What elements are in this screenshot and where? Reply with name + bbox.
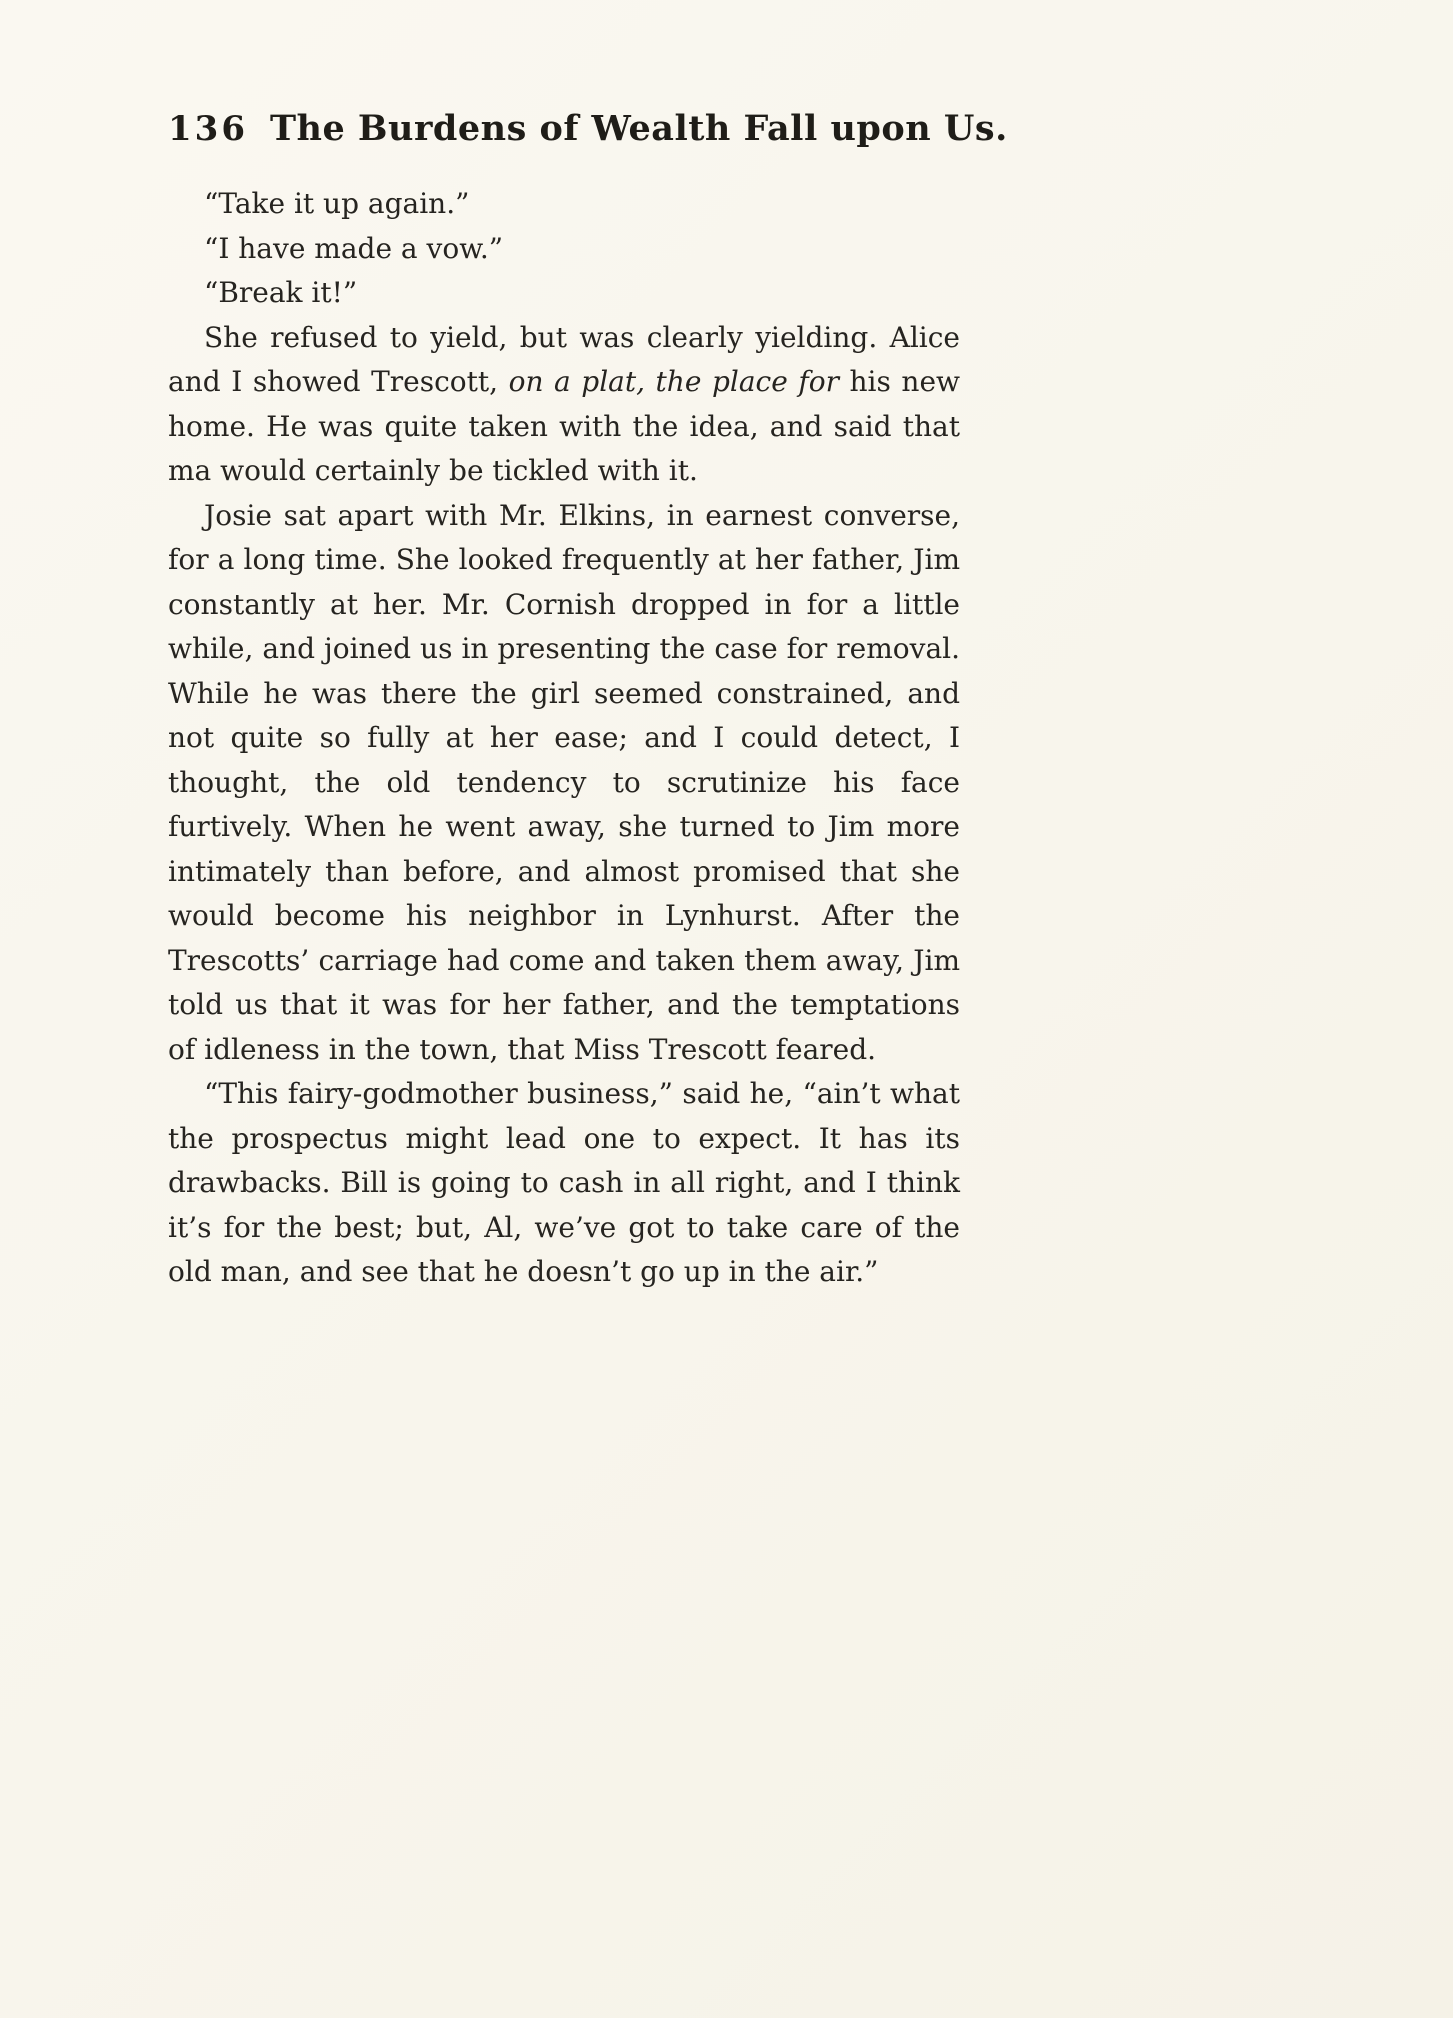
text-run: She refused to yield, but was clearly yielding. Alice and I showed Trescott, (168, 320, 960, 398)
text-run: “I have made a vow.” (204, 231, 504, 265)
paragraph (168, 316, 960, 494)
paragraph (168, 182, 960, 227)
running-header (168, 108, 1008, 149)
text-run: “Take it up again.” (204, 187, 470, 220)
paragraph (168, 1072, 960, 1295)
running-title: The Burdens of Wealth Fall upon Us. (269, 108, 1008, 149)
text-run: “Break it!” (204, 276, 358, 309)
page-body (168, 182, 960, 1295)
paragraph (168, 227, 960, 272)
text-run: “This fairy-godmother business,” said he, “ain’t what the prospectus might lead one to expect. It has its drawbacks. Bill is going to cash in all right, and I think it’s for the best; but, Al, we’ve got to take care of the old man, and see that he doesn’t go up in the air.” (168, 1077, 960, 1288)
paragraph (168, 494, 960, 1073)
page-number: 136 (168, 109, 248, 149)
text-run: Josie sat apart with Mr. Elkins, in earnest converse, for a long time. She looked frequently at her father, Jim constantly at her. Mr. Cornish dropped in for a little while, and joined us in presenting the case for removal. While he was there the girl seemed constrained, and not quite so fully at her ease; and I could detect, I thought, the old tendency to scrutinize his face furtively. When he went away, she turned to Jim more intimately than before, and almost promised that she would become his neighbor in Lynhurst. After the Trescotts’ carriage had come and taken them away, Jim told us that it was for her father, and the temptations of idleness in the town, that Miss Trescott feared. (168, 498, 960, 1066)
paragraph (168, 271, 960, 316)
text-run-italic: on a plat, the place for (508, 365, 839, 398)
text-run: his new home. He was quite taken with the idea, and said that ma would certainly be tickled with it. (168, 365, 960, 487)
